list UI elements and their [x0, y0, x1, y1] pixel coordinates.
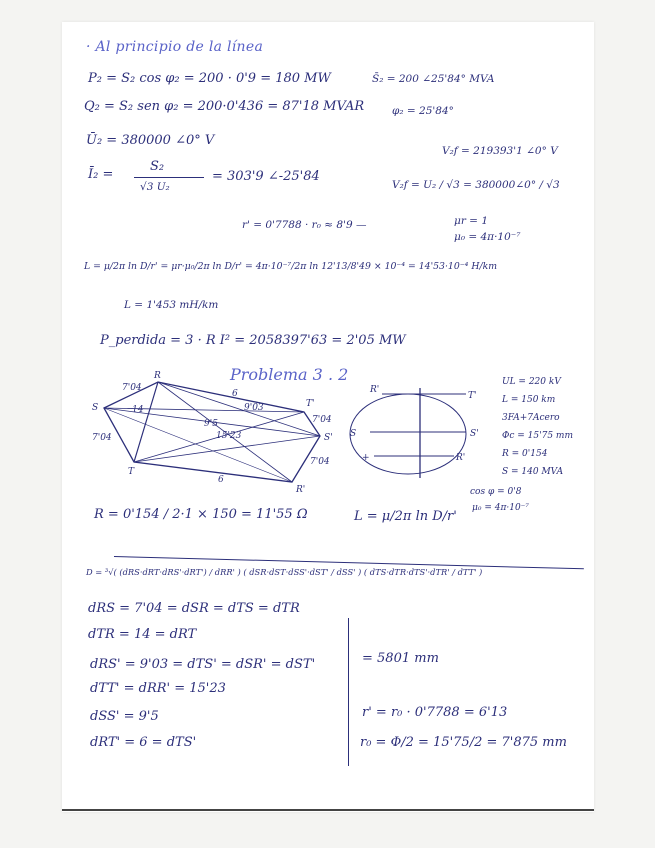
dist-tr: dTR = 14 = dRT	[88, 627, 197, 642]
data-conductor: 3FA+7Acero	[502, 413, 560, 423]
eq-L-formula: L = μ/2π ln D/r' = μr·μ₀/2π ln D/r' = 4π·10⁻⁷/2π ln 12'13/8'49 × 10⁻⁴ = 14'53·10⁻⁴ H/km	[84, 261, 498, 272]
eq-i2-den: √3 U₂	[140, 181, 170, 193]
node-T-prime: T'	[306, 399, 315, 409]
eq-mu-0: μ₀ = 4π·10⁻⁷	[454, 231, 521, 243]
eq-q2: Q₂ = S₂ sen φ₂ = 200·0'436 = 87'18 MVAR	[84, 99, 365, 114]
layout-S-prime: S'	[470, 429, 479, 439]
data-pf: cos φ = 0'8	[470, 487, 522, 497]
data-mu0: μ₀ = 4π·10⁻⁷	[472, 503, 530, 513]
eq-u2: Ū₂ = 380000 ∠0° V	[86, 133, 215, 148]
layout-R-prime: R'	[456, 453, 466, 463]
eq-r0-calc: r₀ = Φ/2 = 15'75/2 = 7'875 mm	[360, 735, 567, 750]
data-s: S = 140 MVA	[502, 467, 564, 477]
dist-rs: dRS = 7'04 = dSR = dTS = dTR	[88, 601, 300, 616]
node-R-prime: R'	[296, 485, 306, 495]
eq-L-generic: L = μ/2π ln D/r'	[354, 509, 457, 524]
label-95: 9'5	[204, 419, 218, 429]
eq-L-result: L = 1'453 mH/km	[124, 299, 219, 311]
notebook-page	[62, 22, 594, 812]
eq-i2-lhs: Ī₂ =	[88, 167, 114, 182]
layout-plus: +	[362, 453, 370, 463]
label-14: 14	[132, 405, 144, 415]
column-divider	[348, 618, 349, 766]
layout-R-prime-top: R'	[370, 385, 380, 395]
eq-i2-rhs: = 303'9 ∠-25'84	[212, 169, 320, 184]
data-ul: UL = 220 kV	[502, 377, 561, 387]
node-R: R	[154, 371, 161, 381]
fraction-bar	[134, 177, 204, 178]
eq-p2: P₂ = S₂ cos φ₂ = 200 · 0'9 = 180 MW	[88, 71, 331, 86]
problem-title: Problema 3 . 2	[230, 365, 349, 384]
eq-r-result: r' = r₀ · 0'7788 = 6'13	[362, 705, 508, 720]
label-6-bottom: 6	[218, 475, 224, 485]
conductor-layout-diagram	[340, 382, 490, 482]
data-length: L = 150 km	[502, 395, 556, 405]
section-heading: · Al principio de la línea	[86, 39, 264, 55]
label-6-top: 6	[232, 389, 238, 399]
eq-D-expression: D = ³√( (dRS·dRT·dRS'·dRT') / dRR' ) ( dSR·dST·dSS'·dST' / dSS' ) ( dTS·dTR·dTS'·dTR' / dTT' )	[86, 567, 483, 577]
layout-S: S	[350, 429, 357, 439]
page-bottom-edge	[62, 809, 594, 811]
label-704-b: 7'04	[92, 433, 112, 443]
dist-tt-prime: dTT' = dRR' = 15'23	[90, 681, 226, 696]
eq-R-calc: R = 0'154 / 2·1 × 150 = 11'55 Ω	[94, 507, 308, 522]
eq-power-loss: P_perdida = 3 · R I² = 2058397'63 = 2'05 MW	[100, 333, 406, 348]
dist-ss-prime: dSS' = 9'5	[90, 709, 159, 724]
data-r: R = 0'154	[502, 449, 548, 459]
node-S: S	[92, 403, 99, 413]
eq-v2f-calc: V₂f = U₂ / √3 = 380000∠0° / √3	[392, 179, 560, 191]
layout-T-prime: T'	[468, 391, 477, 401]
label-903: 9'03	[244, 403, 264, 413]
eq-v2f: V₂f = 219393'1 ∠0° V	[442, 145, 558, 157]
eq-rprime: r' = 0'7788 · r₀ ≈ 8'9 —	[242, 219, 367, 231]
node-T: T	[128, 467, 135, 477]
label-704-c: 7'04	[312, 415, 332, 425]
node-S-prime: S'	[324, 433, 333, 443]
label-704-d: 7'04	[310, 457, 330, 467]
dist-rt-prime: dRT' = 6 = dTS'	[90, 735, 197, 750]
eq-phi2: φ₂ = 25'84°	[392, 105, 454, 117]
dist-rs-prime: dRS' = 9'03 = dTS' = dSR' = dST'	[90, 657, 316, 672]
eq-mu-r: μr = 1	[454, 215, 488, 227]
data-phi: Φc = 15'75 mm	[502, 431, 573, 441]
eq-D-result: = 5801 mm	[362, 651, 439, 666]
label-1523: 15'23	[216, 431, 242, 441]
label-704-a: 7'04	[122, 383, 142, 393]
eq-i2-num: S₂	[150, 159, 165, 174]
eq-s2: S̄₂ = 200 ∠25'84° MVA	[372, 73, 495, 85]
